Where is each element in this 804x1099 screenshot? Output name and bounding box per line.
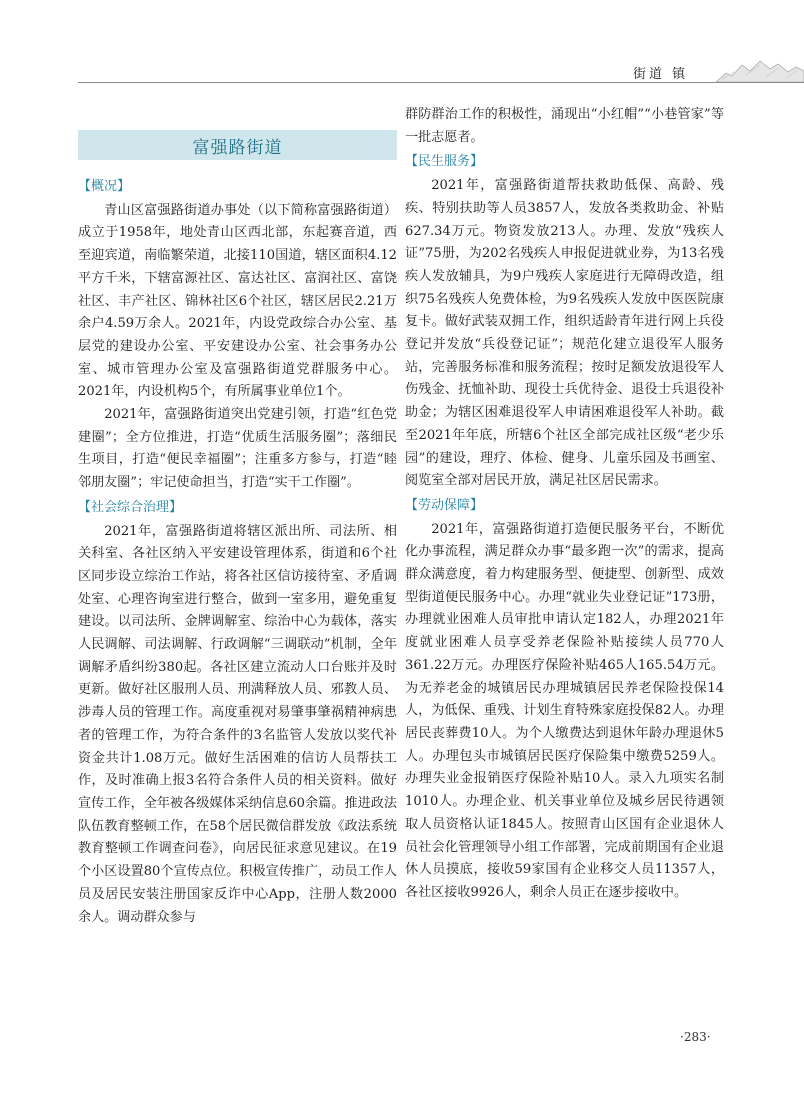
left-column (78, 174, 397, 929)
article-title: 富强路街道 (78, 130, 397, 160)
right-column (405, 104, 724, 905)
paragraph: 青山区富强路街道办事处（以下简称富强路街道）成立于1958年，地处青山区西北部，东起赛音道，西至迎宾道，南临繁荣道，北接110国道，辖区面积4.12平方千米，下辖富源社区、富达社区、富润社区、富饶社区、丰产社区、锦林社区6个社区，辖区居民2.21万余户4.59万余人。2021年，内设党政综合办公室、基层党的建设办公室、平安建设办公室、社会事务办公室、城市管理办公室及富强路街道党群服务中心。2021年，内设机构5个，有所属事业单位1个。 (78, 202, 397, 400)
running-header: 街道 镇 (633, 67, 689, 82)
header-rule (78, 82, 804, 83)
mountain-decoration-icon (716, 55, 804, 82)
paragraph: 2021年，富强路街道打造便民服务平台，不断优化办事流程，满足群众办事“最多跑一次”的需求，提高群众满意度，着力构建服务型、便捷型、创新型、成效型街道便民服务中心。办理“就业失业登记证”173册，办理就业困难人员审批申请认定182人，办理2021年度就业困难人员享受养老保险补贴接续人员770人361.22万元。办理医疗保险补贴465人165.54万元。为无养老金的城镇居民办理城镇居民养老保险投保14人，为低保、重残、计划生育特殊家庭投保82人。办理居民丧葬费10人。为个人缴费达到退休年龄办理退休5人。办理包头市城镇居民医疗保险集中缴费5259人。办理失业金报销医疗保险补贴10人。录入九项实名制1010人。办理企业、机关事业单位及城乡居民待遇领取人员资格认证1845人。按照青山区国有企业退休人员社会化管理领导小组工作部署，完成前期国有企业退休人员摸底，接收59家国有企业移交人员11357人，各社区接收9926人，剩余人员正在逐步接收中。 (405, 521, 724, 900)
section-heading-overview: 【概况】 (78, 179, 131, 194)
section-heading-governance: 【社会综合治理】 (78, 499, 183, 515)
paragraph: 2021年，富强路街道突出党建引领，打造“红色党建圈”；全方位推进，打造“优质生活服务圈”；落细民生项目，打造“便民幸福圈”；注重多方参与，打造“睦邻朋友圈”；牢记使命担当，打造“实干工作圈”。 (78, 407, 397, 491)
paragraph: 2021年，富强路街道将辖区派出所、司法所、相关科室、各社区纳入平安建设管理体系，街道和6个社区同步设立综治工作站，将各社区信访接待室、矛盾调处室、心理咨询室进行整合，做到一室多用，避免重复建设。以司法所、金牌调解室、综治中心为载体，落实人民调解、司法调解、行政调解“三调联动”机制，全年调解矛盾纠纷380起。各社区建立流动人口台账并及时更新。做好社区服刑人员、刑满释放人员、邪教人员、涉毒人员的管理工作。高度重视对易肇事肇祸精神病患者的管理工作，为符合条件的3名监管人发放以奖代补资金共计1.08万元。做好生活困难的信访人员帮扶工作，及时准确上报3名符合条件人员的相关资料。做好宣传工作，全年被各级媒体采纳信息60余篇。推进政法队伍教育整顿工作，在58个居民微信群发放《政法系统教育整顿工作调查问卷》，向居民征求意见建议。在19个小区设置80个宣传点位。积极宣传推广，动员工作人员及居民安装注册国家反诈中心App，注册人数2000余人。调动群众参与 (78, 523, 397, 925)
page-number: ·283· (680, 1030, 711, 1044)
paragraph-continued: 群防群治工作的积极性，涌现出“小红帽”“小巷管家”等一批志愿者。 (405, 107, 724, 145)
section-heading-labor: 【劳动保障】 (405, 497, 484, 513)
section-heading-livelihood: 【民生服务】 (405, 154, 484, 170)
page-header (0, 0, 804, 88)
paragraph: 2021年，富强路街道帮扶救助低保、高龄、残疾、特别扶助等人员3857人，发放各类救助金、补贴627.34万元。物资发放213人。办理、发放“残疾人证”75册，为202名残疾人申报促进就业券，为13名残疾人发放辅具，为9户残疾人家庭进行无障碍改造，组织75名残疾人免费体检，为9名残疾人发放中医医院康复卡。做好武装双拥工作，组织适龄青年进行网上兵役登记并发放“兵役登记证”；规范化建立退役军人服务站，完善服务标准和服务流程；按时足额发放退役军人伤残金、抚恤补助、现役士兵优待金、退役士兵退役补助金；为辖区困难退役军人申请困难退役军人补助。截至2021年年底，所辖6个社区全部完成社区级“老少乐园”的建设，理疗、体检、健身、儿童乐园及书画室、阅览室全部对居民开放，满足社区居民需求。 (405, 178, 724, 489)
